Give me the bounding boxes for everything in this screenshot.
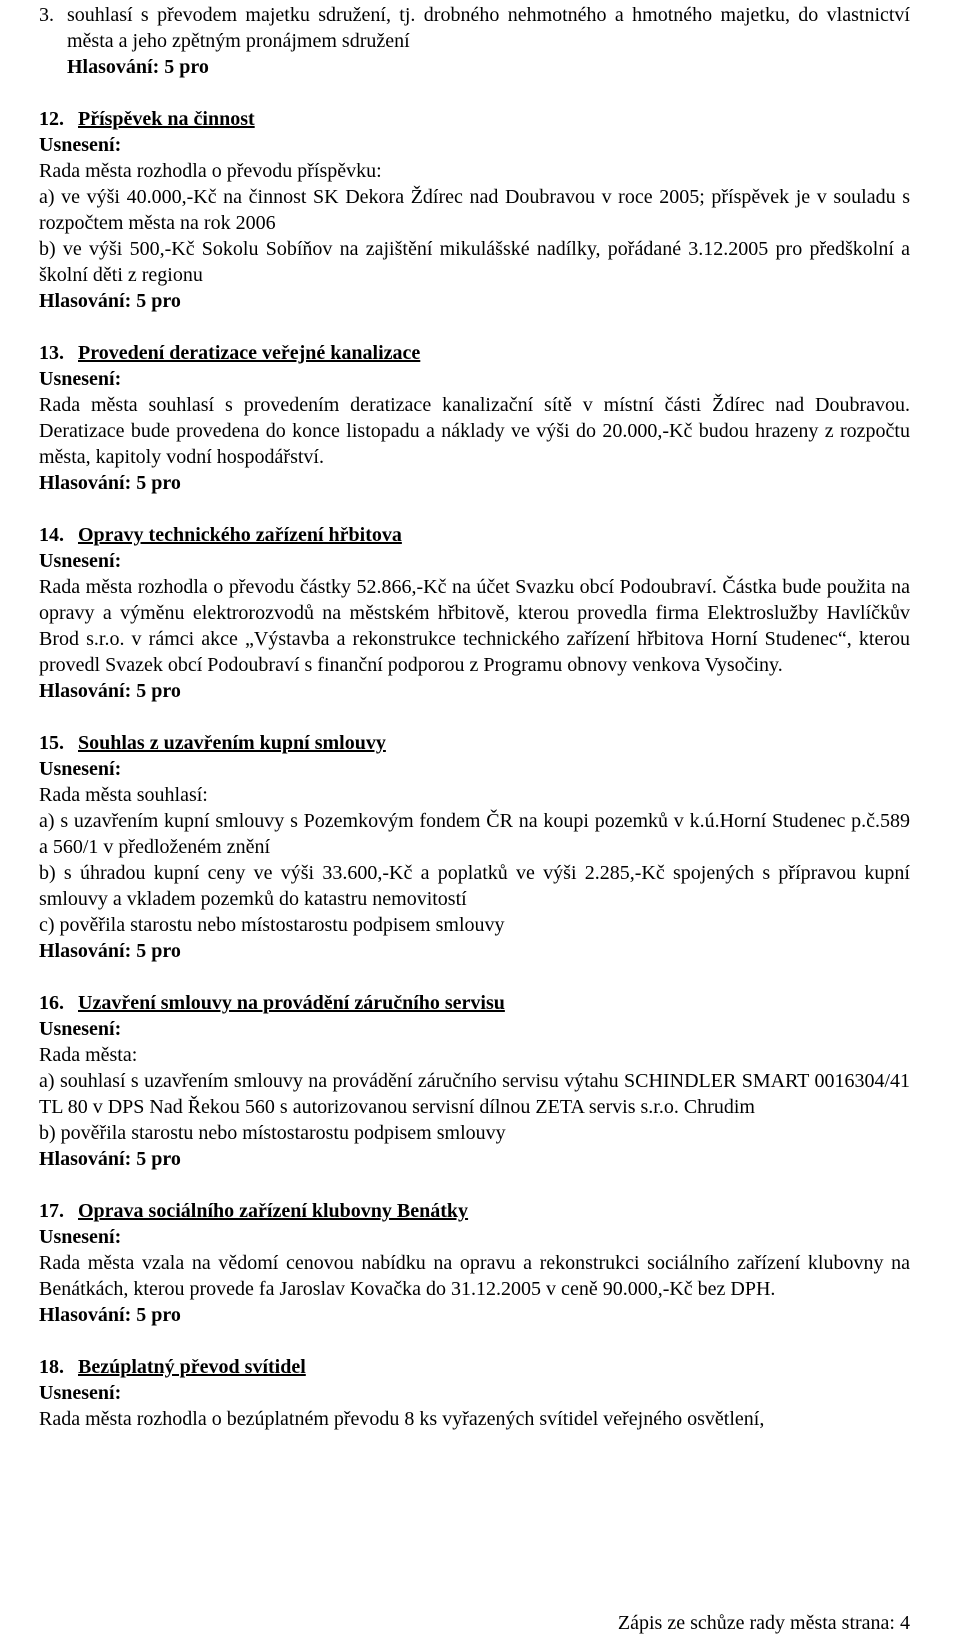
resolution-label: Usnesení: xyxy=(39,134,122,156)
section-title: Bezúplatný převod svítidel xyxy=(78,1356,306,1378)
section-number: 14. xyxy=(39,524,64,546)
section-18 xyxy=(39,1354,910,1432)
vote-result: Hlasování: 5 pro xyxy=(39,1148,181,1170)
section-14 xyxy=(39,522,910,704)
section-number: 12. xyxy=(39,108,64,130)
paragraph: b) pověřila starostu nebo místostarostu podpisem smlouvy xyxy=(39,1122,506,1144)
vote-result: Hlasování: 5 pro xyxy=(39,290,181,312)
paragraph: c) pověřila starostu nebo místostarostu podpisem smlouvy xyxy=(39,914,505,936)
paragraph: b) ve výši 500,-Kč Sokolu Sobíňov na zajištění mikulášské nadílky, pořádané 3.12.2005 pro předškolní a školní děti z regionu xyxy=(39,238,910,286)
section-title: Opravy technického zařízení hřbitova xyxy=(78,524,402,546)
section-number: 18. xyxy=(39,1356,64,1378)
vote-result: Hlasování: 5 pro xyxy=(39,472,181,494)
intro-text: souhlasí s převodem majetku sdružení, tj. drobného nehmotného a hmotného majetku, do vlastnictví města a jeho zpětným pronájmem sdružení xyxy=(67,4,910,52)
section-number: 13. xyxy=(39,342,64,364)
section-title: Příspěvek na činnost xyxy=(78,108,255,130)
paragraph: Rada města: xyxy=(39,1044,138,1066)
section-17 xyxy=(39,1198,910,1328)
section-number: 17. xyxy=(39,1200,64,1222)
section-heading xyxy=(39,990,910,1016)
resolution-label: Usnesení: xyxy=(39,1018,122,1040)
section-16 xyxy=(39,990,910,1172)
section-number: 15. xyxy=(39,732,64,754)
resolution-label: Usnesení: xyxy=(39,368,122,390)
section-heading xyxy=(39,522,910,548)
intro-item xyxy=(39,2,910,80)
section-number: 16. xyxy=(39,992,64,1014)
resolution-label: Usnesení: xyxy=(39,758,122,780)
section-heading xyxy=(39,1198,910,1224)
vote-result: Hlasování: 5 pro xyxy=(67,56,209,78)
section-title: Uzavření smlouvy na provádění záručního servisu xyxy=(78,992,505,1014)
paragraph: b) s úhradou kupní ceny ve výši 33.600,-Kč a poplatků ve výši 2.285,-Kč spojených s přípravou kupní smlouvy a vkladem pozemků do katastru nemovitostí xyxy=(39,862,910,910)
section-title: Souhlas z uzavřením kupní smlouvy xyxy=(78,732,386,754)
paragraph: a) ve výši 40.000,-Kč na činnost SK Dekora Ždírec nad Doubravou v roce 2005; příspěvek je v souladu s rozpočtem města na rok 2006 xyxy=(39,186,910,234)
paragraph: Rada města souhlasí: xyxy=(39,784,208,806)
paragraph: Rada města vzala na vědomí cenovou nabídku na opravu a rekonstrukci sociálního zařízení klubovny na Benátkách, kterou provede fa Jaroslav Kovačka do 31.12.2005 v ceně 90.000,-Kč bez DPH. xyxy=(39,1252,910,1300)
paragraph: Rada města rozhodla o převodu částky 52.866,-Kč na účet Svazku obcí Podoubraví. Částka bude použita na opravy a výměnu elektrorozvodů na městském hřbitově, kterou provedla firma Elektroslužby Havlíčkův Brod s.r.o. v rámci akce „Výstavba a rekonstrukce technického zařízení hřbitova Horní Studenec“, kterou provedl Svazek obcí Podoubraví s finanční podporou z Programu obnovy venkova Vysočiny. xyxy=(39,576,910,676)
section-15 xyxy=(39,730,910,964)
resolution-label: Usnesení: xyxy=(39,1382,122,1404)
paragraph: a) s uzavřením kupní smlouvy s Pozemkovým fondem ČR na koupi pozemků v k.ú.Horní Studenec p.č.589 a 560/1 v předloženém znění xyxy=(39,810,910,858)
resolution-label: Usnesení: xyxy=(39,1226,122,1248)
section-12 xyxy=(39,106,910,314)
page-footer: Zápis ze schůze rady města strana: 4 xyxy=(617,1612,910,1634)
paragraph: Rada města rozhodla o převodu příspěvku: xyxy=(39,160,382,182)
document-page xyxy=(39,2,910,1432)
vote-result: Hlasování: 5 pro xyxy=(39,1304,181,1326)
paragraph: Rada města souhlasí s provedením deratizace kanalizační sítě v místní části Ždírec nad Doubravou. Deratizace bude provedena do konce listopadu a náklady ve výši do 20.000,-Kč budou hrazeny z rozpočtu města, kapitoly vodní hospodářství. xyxy=(39,394,910,468)
section-title: Provedení deratizace veřejné kanalizace xyxy=(78,342,421,364)
section-13 xyxy=(39,340,910,496)
section-title: Oprava sociálního zařízení klubovny Benátky xyxy=(78,1200,469,1222)
section-heading xyxy=(39,730,910,756)
paragraph: a) souhlasí s uzavřením smlouvy na provádění záručního servisu výtahu SCHINDLER SMART 0016304/41 TL 80 v DPS Nad Řekou 560 s autorizovanou servisní dílnou ZETA servis s.r.o. Chrudim xyxy=(39,1070,910,1118)
section-heading xyxy=(39,340,910,366)
vote-result: Hlasování: 5 pro xyxy=(39,940,181,962)
vote-result: Hlasování: 5 pro xyxy=(39,680,181,702)
section-heading xyxy=(39,1354,910,1380)
resolution-label: Usnesení: xyxy=(39,550,122,572)
section-heading xyxy=(39,106,910,132)
paragraph: Rada města rozhodla o bezúplatném převodu 8 ks vyřazených svítidel veřejného osvětlení, xyxy=(39,1408,765,1430)
intro-number: 3. xyxy=(39,4,54,26)
